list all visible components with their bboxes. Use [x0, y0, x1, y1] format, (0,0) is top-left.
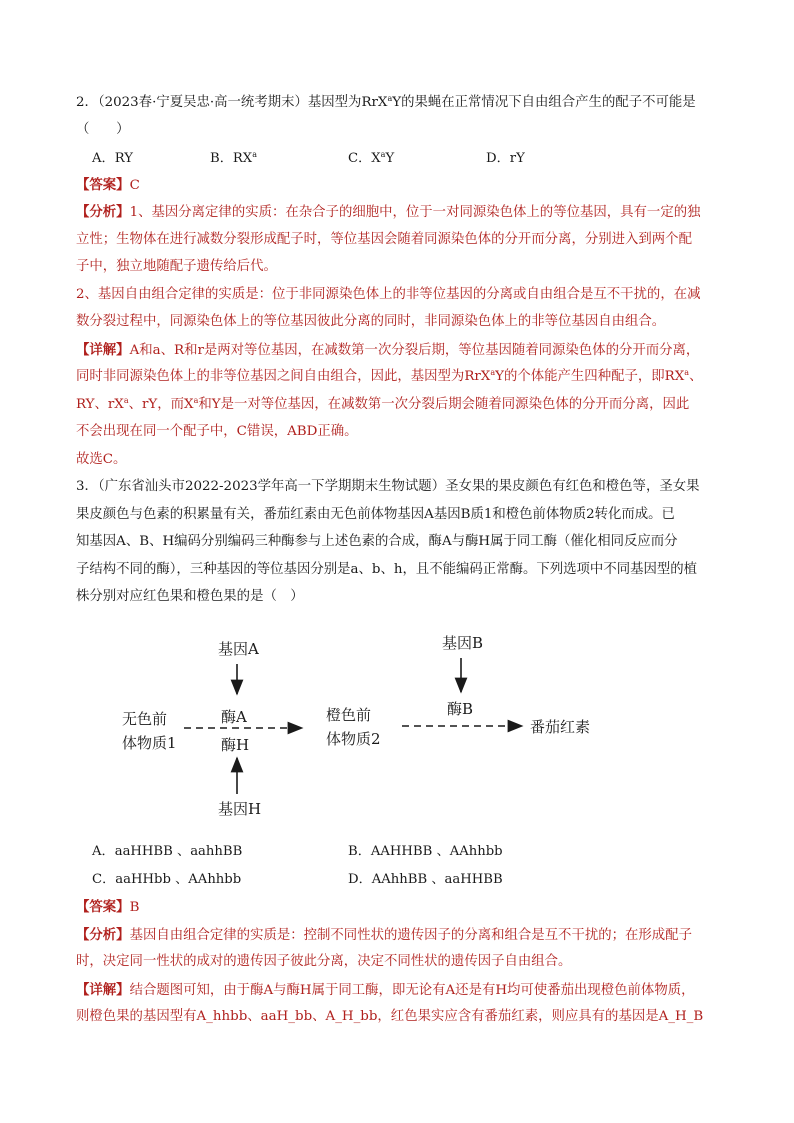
colorless-precursor-line-1: 无色前 — [122, 710, 168, 728]
q3-option-b: B．AAHHBB 、AAhhbb — [348, 844, 503, 859]
q2-detail-line-2: 同时非同源染色体上的非等位基因之间自由组合，因此，基因型为RrX$^a$Y的个体能产生四种配子，即$RX^a$、 — [76, 368, 703, 384]
q2-detail-line-3: RY、$rX^a$、rY，而$X^a$和Y是一对等位基因，在减数第一次分裂后期会随着同源染色体的分开而分离，因此 — [76, 396, 690, 412]
enzyme-b-label: 酶B — [447, 700, 474, 718]
q2-analysis-line-1: 【分析】1、基因分离定律的实质：在杂合子的细胞中，位于一对同源染色体上的等位基因，具有一定的独 — [76, 204, 701, 220]
q2-detail-line-4: 不会出现在同一个配子中，C错误，ABD正确。 — [76, 424, 358, 439]
colorless-precursor-line-2: 体物质1 — [122, 734, 177, 752]
q2-answer: 【答案】C — [76, 177, 140, 193]
q2-analysis-line-5: 数分裂过程中，同源染色体上的等位基因彼此分离的同时，非同源染色体上的非等位基因自由组合。 — [76, 314, 666, 329]
gene-h-label: 基因H — [218, 800, 262, 818]
q3-option-d: D．AAhhBB 、aaHHBB — [348, 872, 503, 887]
pigment-pathway-diagram — [100, 628, 620, 828]
q3-stem-line-5: 株分别对应红色果和橙色果的是（ ） — [76, 589, 304, 604]
q3-option-c: C．aaHHbb 、AAhhbb — [92, 872, 242, 887]
q2-option-c: C．$X^aY$ — [348, 150, 395, 166]
q3-stem-line-4: 子结构不同的酶），三种基因的等位基因分别是a、b、h，且不能编码正常酶。下列选项中不同基因型的植 — [76, 562, 698, 577]
q2-option-d: D．rY — [486, 151, 525, 166]
q2-analysis-line-4: 2、基因自由组合定律的实质是：位于非同源染色体上的非等位基因的分离或自由组合是互不干扰的，在减 — [76, 287, 701, 302]
lycopene-label: 番茄红素 — [530, 718, 591, 736]
gene-b-label: 基因B — [442, 634, 484, 652]
q3-detail-line-1: 【详解】结合题图可知，由于酶A与酶H属于同工酶，即无论有A还是有H均可使番茄出现橙色前体物质， — [76, 982, 695, 998]
q2-detail-line-1: 【详解】A和a、R和r是两对等位基因，在减数第一次分裂后期，等位基因随着同源染色体的分开而分离， — [76, 342, 700, 358]
orange-precursor-line-2: 体物质2 — [326, 730, 381, 748]
q3-answer: 【答案】B — [76, 899, 140, 915]
q2-option-b: B．$RX^a$ — [210, 150, 257, 166]
q2-analysis-line-3: 子中，独立地随配子遗传给后代。 — [76, 259, 277, 274]
q2-option-a: A．RY — [92, 151, 133, 166]
q2-analysis-line-2: 立性；生物体在进行减数分裂形成配子时，等位基因会随着同源染色体的分开而分离，分别进入到两个配 — [76, 232, 692, 247]
q3-stem-line-3: 知基因A、B、H编码分别编码三种酶参与上述色素的合成，酶A与酶H属于同工酶（催化相同反应而分 — [76, 534, 678, 549]
enzyme-a-label: 酶A — [221, 708, 247, 726]
q2-stem: 2．（2023春·宁夏吴忠·高一统考期末）基因型为RrX$^a$Y的果蝇在正常情况下自由组合产生的配子不可能是 — [76, 94, 696, 110]
q3-stem-line-2: 果皮颜色与色素的积累量有关，番茄红素由无色前体物基因A基因B质1和橙色前体物质2转化而成。已 — [76, 507, 675, 522]
q3-analysis-line-2: 时，决定同一性状的成对的遗传因子彼此分离，决定不同性状的遗传因子自由组合。 — [76, 954, 572, 969]
gene-a-label: 基因A — [218, 640, 259, 658]
q2-paren: （ ） — [76, 122, 130, 137]
q3-analysis-line-1: 【分析】基因自由组合定律的实质是：控制不同性状的遗传因子的分离和组合是互不干扰的；在形成配子 — [76, 927, 692, 943]
orange-precursor-line-1: 橙色前 — [326, 706, 372, 724]
q3-stem-line-1: 3．（广东省汕头市2022-2023学年高一下学期期末生物试题）圣女果的果皮颜色有红色和橙色等，圣女果 — [76, 479, 700, 494]
q3-detail-line-2: 则橙色果的基因型有A_hhbb、aaH_bb、A_H_bb，红色果实应含有番茄红素，则应具有的基因是A_H_B — [76, 1009, 704, 1024]
q2-conclusion: 故选C。 — [76, 452, 127, 467]
q3-option-a: A．aaHHBB 、aahhBB — [92, 844, 243, 859]
enzyme-h-label: 酶H — [221, 736, 250, 754]
